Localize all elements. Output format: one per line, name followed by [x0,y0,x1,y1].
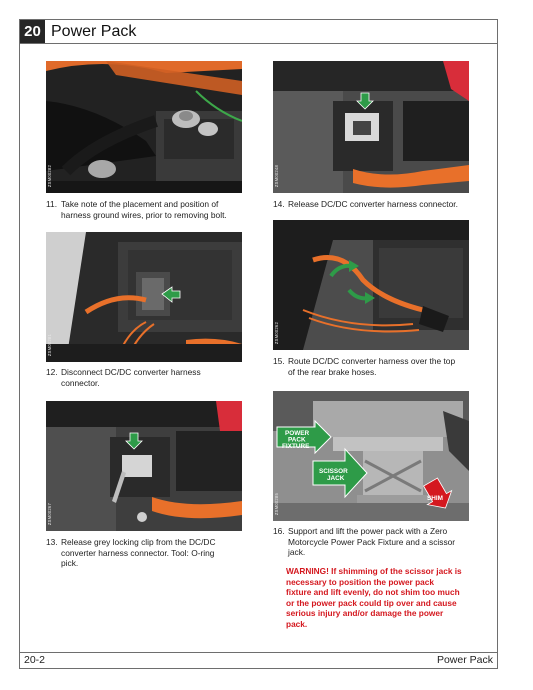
step-text [61,537,216,569]
callout-jack-line: JACK [327,475,345,482]
warning-line: pack. [286,618,308,629]
photo-code: ZSM00267 [47,502,52,525]
step-number: 15. [273,356,285,366]
step-line: pick. [61,558,79,568]
step-line: Support and lift the power pack with a Zero [288,526,448,536]
photo-step-12 [46,232,242,362]
step-line: of the rear brake hoses. [288,366,377,377]
photo-code: ZSM00262 [274,321,279,344]
warning-line: fixture and lift evenly, do not shim too much [286,587,460,598]
step-number: 11. [46,199,58,209]
step-number: 16. [273,526,285,536]
step-number: 12. [46,367,58,377]
step-line: converter harness connector. Tool: O-ring [61,547,215,558]
callout-fixture-line: POWER [285,430,310,437]
photo-step-13 [46,401,242,531]
callout-fixture-line: PACK [288,436,306,444]
warning-note [286,566,488,630]
callout-fixture-line: FIXTURE [282,443,310,450]
step-line: jack. [288,547,306,557]
step-number: 14. [273,199,285,209]
warning-line: or the power pack could tip over and cause [286,597,457,608]
step-text [61,367,201,388]
photo-step-14 [273,61,469,193]
step-line: Release grey locking clip from the DC/DC [61,537,216,547]
photo-code: ZSM00281 [47,333,52,356]
step-line: connector. [61,377,100,388]
photo-code: ZSM00248 [274,164,279,187]
chapter-header [19,19,498,44]
step-line: Route DC/DC converter harness over the top [288,356,456,366]
warning-line: necessary to position the power pack [286,576,435,587]
photo-step-15 [273,220,469,350]
photo-step-16 [273,391,469,521]
callout-jack-line: SCISSOR [319,468,348,475]
warning-line: serious injury and/or damage the power [286,608,444,619]
step-text [288,526,455,558]
photo-code: ZSM00285 [274,492,279,515]
photo-step-11 [46,61,242,193]
warning-line: WARNING! If shimming of the scissor jack is [286,566,462,576]
photo-code: ZSM00282 [47,164,52,187]
footer-section: Power Pack [436,654,493,666]
chapter-title: Power Pack [51,23,137,40]
step-text [61,199,227,220]
footer-divider [19,652,498,653]
step-number: 13. [46,537,58,547]
step-line: Release DC/DC converter harness connector. [288,199,458,209]
callout-shim: SHIM [427,495,443,502]
step-text [288,356,455,377]
step-line: Take note of the placement and position of [61,199,219,209]
step-line: harness ground wires, prior to removing bolt. [61,209,227,220]
step-line: Motorcycle Power Pack Fixture and a scissor [288,536,456,547]
step-line: Disconnect DC/DC converter harness [61,367,201,377]
page-number: 20-2 [24,654,46,666]
chapter-number: 20 [20,20,45,43]
step-text [288,199,458,210]
